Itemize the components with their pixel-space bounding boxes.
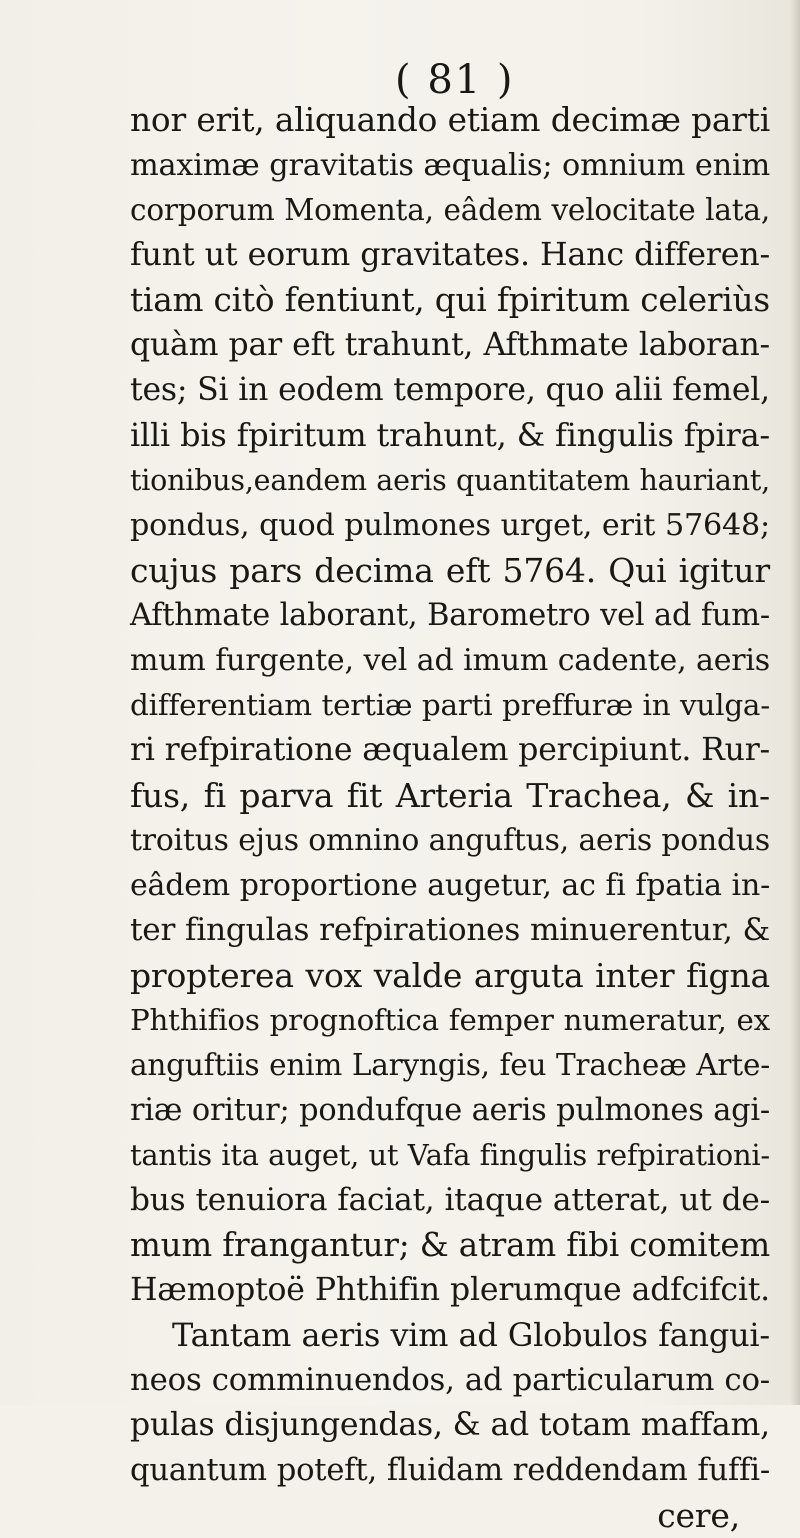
text-line: quàm par eft trahunt, Afthmate laboran- bbox=[130, 327, 770, 363]
text-line: cujus pars decima eft 5764. Qui igitur bbox=[130, 551, 770, 590]
text-line: Afthmate laborant, Barometro vel ad fum- bbox=[130, 598, 770, 633]
text-line: neos comminuendos, ad particularum co- bbox=[130, 1362, 770, 1398]
text-line: ter fingulas refpirationes minuerentur, & bbox=[130, 912, 770, 948]
text-line: pulas disjungendas, & ad totam maffam, bbox=[130, 1407, 770, 1443]
text-line: riæ oritur; pondufque aeris pulmones agi- bbox=[130, 1093, 770, 1128]
text-line: mum frangantur; & atram fibi comitem bbox=[130, 1226, 770, 1264]
paragraph-start-line: Tantam aeris vim ad Globulos fangui- bbox=[172, 1316, 770, 1354]
text-line: maximæ gravitatis æqualis; omnium enim bbox=[130, 148, 770, 183]
text-body bbox=[130, 98, 770, 1538]
text-line: tantis ita auget, ut Vafa fingulis refpirationi- bbox=[130, 1138, 770, 1172]
text-line: pondus, quod pulmones urget, erit 57648; bbox=[130, 508, 770, 543]
text-line: ri refpiratione æqualem percipiunt. Rur- bbox=[130, 732, 770, 768]
text-line: corporum Momenta, eâdem velocitate lata, bbox=[130, 193, 770, 227]
page-number: ( 81 ) bbox=[395, 57, 515, 103]
text-line: troitus ejus omnino anguftus, aeris pondus bbox=[130, 823, 770, 858]
text-line: tiam citò fentiunt, qui fpiritum celeriùs bbox=[130, 281, 770, 319]
text-line: Phthifios prognoftica femper numeratur, ex bbox=[130, 1003, 770, 1037]
text-line: Hæmoptoë Phthifin plerumque adfcifcit. bbox=[130, 1272, 770, 1308]
text-line: fus, fi parva fit Arteria Trachea, & in- bbox=[130, 776, 770, 815]
text-line: funt ut eorum gravitates. Hanc differen- bbox=[130, 237, 770, 273]
page-edge-shadow bbox=[790, 0, 800, 1405]
text-line: differentiam tertiæ parti preffuræ in vulga- bbox=[130, 688, 770, 722]
text-line: nor erit, aliquando etiam decimæ parti bbox=[130, 101, 770, 139]
text-line: quantum poteft, fluidam reddendam fuffi- bbox=[130, 1453, 770, 1488]
text-line: tionibus,eandem aeris quantitatem hauriant, bbox=[130, 464, 770, 497]
text-line: eâdem proportione augetur, ac fi fpatia in- bbox=[130, 868, 770, 903]
text-line: mum furgente, vel ad imum cadente, aeris bbox=[130, 643, 770, 678]
text-line: illi bis fpiritum trahunt, & fingulis fpira- bbox=[130, 416, 770, 454]
text-line: bus tenuiora faciat, itaque atterat, ut de- bbox=[130, 1182, 770, 1218]
text-line: anguftiis enim Laryngis, feu Tracheæ Arte- bbox=[130, 1048, 770, 1082]
catchword: cere, bbox=[657, 1496, 740, 1535]
text-line: propterea vox valde arguta inter figna bbox=[130, 956, 770, 995]
text-line: tes; Si in eodem tempore, quo alii femel, bbox=[130, 372, 770, 408]
